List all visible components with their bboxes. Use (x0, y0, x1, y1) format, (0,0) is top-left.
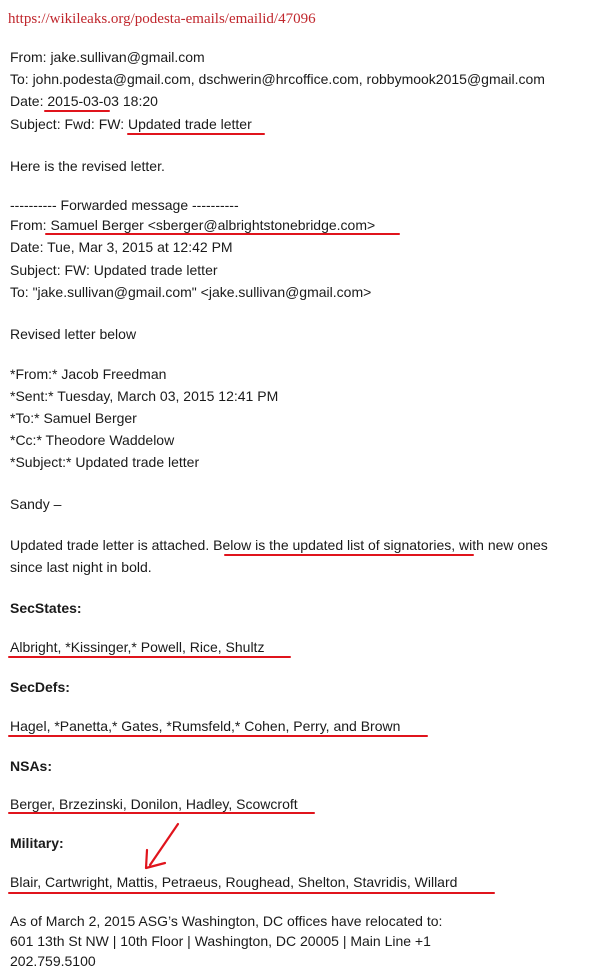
intro-line: Here is the revised letter. (10, 158, 165, 174)
forward-to: To: "jake.sullivan@gmail.com" <jake.sullivan@gmail.com> (10, 284, 372, 300)
subject-prefix: Subject: Fwd: FW: (10, 116, 128, 132)
footer-line-3: 202.759.5100 (10, 953, 96, 969)
revised-line: Revised letter below (10, 326, 137, 342)
nsas-list: Berger, Brzezinski, Donilon, Hadley, Scowcroft (10, 796, 298, 812)
subject-text: Updated trade letter (128, 116, 252, 132)
military-list: Blair, Cartwright, Mattis, Petraeus, Roughead, Shelton, Stavridis, Willard (10, 874, 458, 890)
inner-sent: *Sent:* Tuesday, March 03, 2015 12:41 PM (10, 388, 279, 404)
inner-to: *To:* Samuel Berger (10, 410, 137, 426)
forward-date: Date: Tue, Mar 3, 2015 at 12:42 PM (10, 239, 233, 255)
secdefs-list: Hagel, *Panetta,* Gates, *Rumsfeld,* Cohen, Perry, and Brown (10, 718, 401, 734)
secstates-label: SecStates: (10, 600, 82, 616)
footer-line-1: As of March 2, 2015 ASG’s Washington, DC offices have relocated to: (10, 913, 443, 929)
secstates-list: Albright, *Kissinger,* Powell, Rice, Shultz (10, 639, 265, 655)
source-url[interactable]: https://wikileaks.org/podesta-emails/emailid/47096 (8, 11, 316, 27)
paragraph-a: Updated trade letter is attached. (10, 537, 214, 553)
forward-from-value: Samuel Berger <sberger@albrightstonebridge.com> (50, 217, 376, 233)
date-prefix: Date: (10, 93, 48, 109)
inner-cc: *Cc:* Theodore Waddelow (10, 432, 175, 448)
paragraph-c: , with new ones (451, 537, 548, 553)
forward-divider: ---------- Forwarded message ---------- (10, 197, 239, 213)
greeting: Sandy – (10, 496, 62, 512)
military-label: Military: (10, 835, 64, 851)
nsas-label: NSAs: (10, 758, 53, 774)
date-time: 18:20 (118, 93, 158, 109)
paragraph-signatories: Below is the updated list of signatories (213, 537, 452, 553)
paragraph-line-2: since last night in bold. (10, 559, 152, 575)
inner-from: *From:* Jacob Freedman (10, 366, 167, 382)
date-day: 2015-03-03 (47, 93, 119, 109)
header-from: From: jake.sullivan@gmail.com (10, 49, 205, 65)
forward-from-prefix: From: (10, 217, 51, 233)
header-to: To: john.podesta@gmail.com, dschwerin@hrcoffice.com, robbymook2015@gmail.com (10, 71, 545, 87)
secdefs-label: SecDefs: (10, 679, 70, 695)
forward-subject: Subject: FW: Updated trade letter (10, 262, 218, 278)
inner-subject: *Subject:* Updated trade letter (10, 454, 200, 470)
footer-line-2: 601 13th St NW | 10th Floor | Washington, DC 20005 | Main Line +1 (10, 933, 431, 949)
